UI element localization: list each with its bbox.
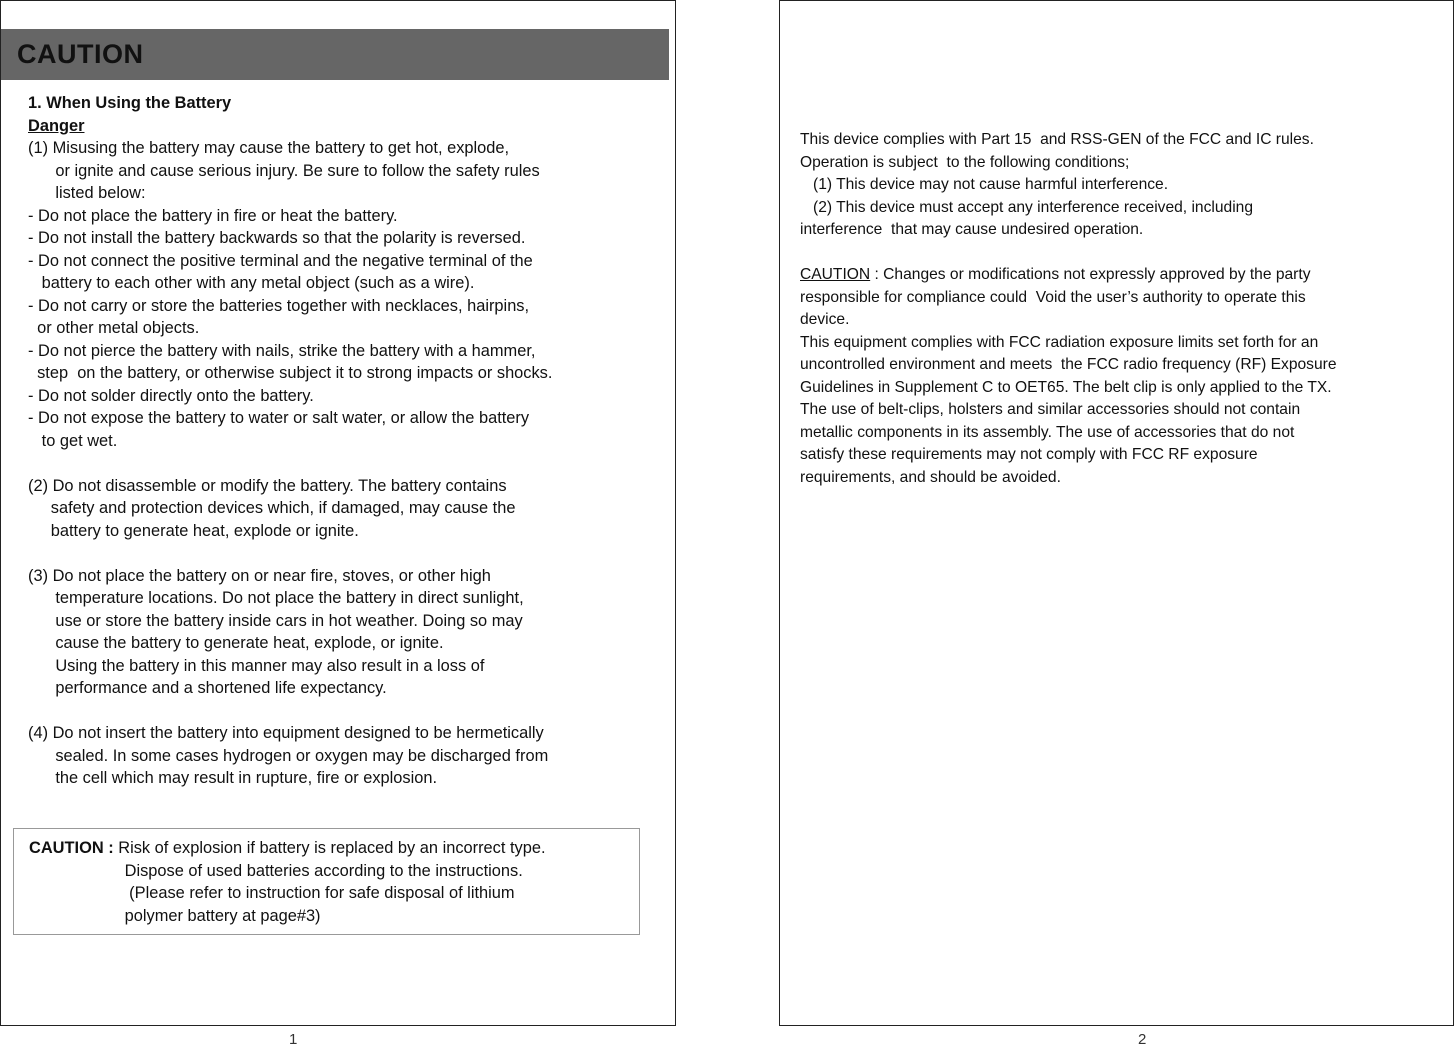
text-line: metallic components in its assembly. The use of accessories that do not [800,423,1295,441]
page-number-1: 1 [289,1031,298,1048]
text-line: - Do not expose the battery to water or salt water, or allow the battery [28,409,530,427]
text-line: The use of belt-clips, holsters and similar accessories should not contain [800,401,1301,418]
text-line: (3) Do not place the battery on or near fire, stoves, or other high [28,566,491,585]
caution-text: : Changes or modifications not expressly approved by the party [870,266,1311,283]
text-line: temperature locations. Do not place the battery in direct sunlight, [28,589,524,607]
text-line [28,452,668,475]
text-line: (1) This device may not cause harmful interference. [800,176,1169,193]
caution-box [13,828,640,935]
text-line: - Do not connect the positive terminal and the negative terminal of the [28,251,533,270]
caution-line [800,264,1450,287]
page-1 [0,0,676,1026]
text-line: step on the battery, or otherwise subject it to strong impacts or shocks. [28,364,553,382]
text-line: cause the battery to generate heat, explode, or ignite. [28,634,444,652]
text-line: to get wet. [28,431,118,450]
fcc-compliance-lines [800,129,1450,264]
fcc-compliance-text [800,129,1450,489]
text-line: Operation is subject to the following conditions; [800,153,1130,171]
text-line: uncontrolled environment and meets the FCC radio frequency (RF) Exposure [800,356,1337,373]
caution-header-title: CAUTION [17,39,144,69]
text-line: (4) Do not insert the battery into equipment designed to be hermetically [28,724,544,742]
text-line: interference that may cause undesired operation. [800,221,1144,238]
text-line: responsible for compliance could Void the user’s authority to operate this [800,288,1306,306]
text-line: This device complies with Part 15 and RSS-GEN of the FCC and IC rules. [800,131,1314,148]
page-2 [779,0,1454,1026]
text-line [28,542,668,565]
text-line: safety and protection devices which, if damaged, may cause the [28,499,516,517]
text-line: - Do not place the battery in fire or heat the battery. [28,206,398,225]
text-line: (1) Misusing the battery may cause the battery to get hot, explode, [28,139,510,157]
text-line: listed below: [28,184,146,202]
text-line: - Do not carry or store the batteries together with necklaces, hairpins, [28,296,530,315]
text-line: - Do not install the battery backwards so that the polarity is reversed. [28,229,526,247]
text-line: - Do not pierce the battery with nails, strike the battery with a hammer, [28,341,536,360]
text-line: This equipment complies with FCC radiation exposure limits set forth for an [800,333,1319,351]
text-line: battery to generate heat, explode or ignite. [28,521,359,540]
text-line: battery to each other with any metal object (such as a wire). [28,274,475,292]
caution-box-line: Dispose of used batteries according to the instructions. [29,861,523,880]
caution-box-line [14,837,639,860]
text-line: satisfy these requirements may not comply with FCC RF exposure [800,446,1258,463]
text-line: performance and a shortened life expectancy. [28,679,387,697]
text-line: Using the battery in this manner may also result in a loss of [28,656,485,675]
page-number-2: 2 [1138,1031,1147,1048]
text-line: - Do not solder directly onto the battery. [28,386,314,405]
text-line: (2) Do not disassemble or modify the battery. The battery contains [28,476,507,495]
battery-safety-text [28,92,668,790]
text-line: or other metal objects. [28,319,200,337]
caution-box-label: CAUTION : [29,839,114,857]
caution-box-line: (Please refer to instruction for safe disposal of lithium [29,884,515,902]
caution-box-line: polymer battery at page#3) [29,906,321,925]
text-line: sealed. In some cases hydrogen or oxygen may be discharged from [28,746,549,765]
caution-box-text: Risk of explosion if battery is replaced by an incorrect type. [113,839,546,857]
section-heading: 1. When Using the Battery [28,94,232,112]
caution-header-bar [1,29,669,80]
text-line: requirements, and should be avoided. [800,468,1061,486]
text-line: the cell which may result in rupture, fire or explosion. [28,769,438,787]
text-line: use or store the battery inside cars in hot weather. Doing so may [28,611,523,630]
text-line: Guidelines in Supplement C to OET65. The belt clip is only applied to the TX. [800,378,1332,396]
text-line [800,242,1450,265]
danger-heading: Danger [28,116,85,135]
text-line [28,700,668,723]
fcc-exposure-lines [800,287,1450,490]
caution-label: CAUTION [800,266,871,283]
text-line: or ignite and cause serious injury. Be sure to follow the safety rules [28,161,540,180]
text-line: device. [800,311,850,328]
text-line: (2) This device must accept any interference received, including [800,198,1254,216]
